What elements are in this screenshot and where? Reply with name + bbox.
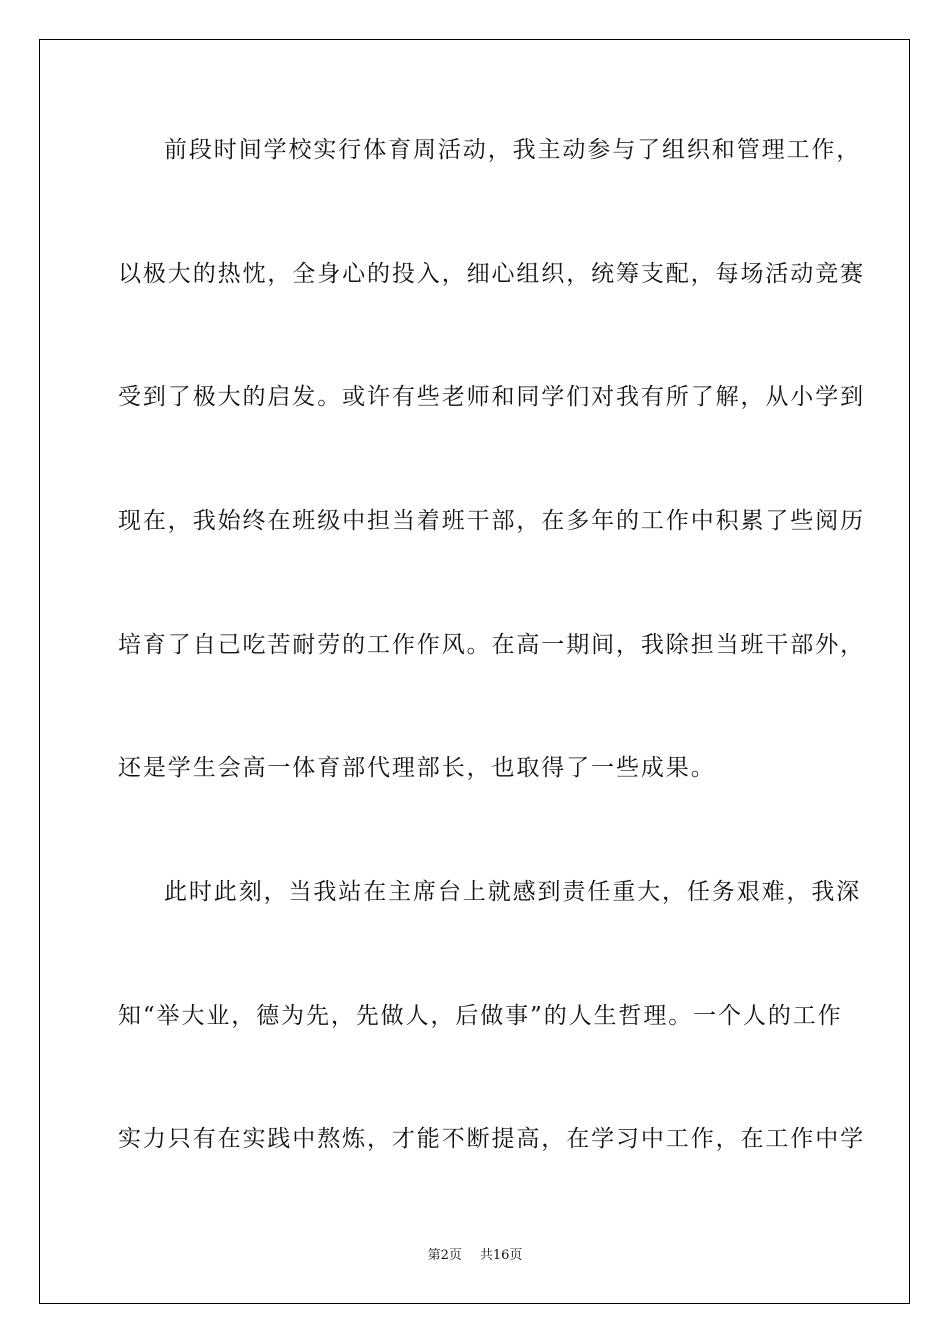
text-line-7: 此时此刻，当我站在主席台上就感到责任重大，任务艰难，我深	[164, 879, 862, 905]
text-line-3: 受到了极大的启发。或许有些老师和同学们对我有所了解，从小学到	[118, 384, 865, 410]
page-border	[39, 39, 910, 1304]
text-line-4: 现在，我始终在班级中担当着班干部，在多年的工作中积累了些阅历	[118, 508, 865, 534]
page-total: 共16页	[479, 1248, 523, 1263]
text-line-1: 前段时间学校实行体育周活动，我主动参与了组织和管理工作，	[164, 137, 862, 163]
text-line-8: 知“举大业，德为先，先做人，后做事”的人生哲理。一个人的工作	[118, 1003, 843, 1029]
text-line-5: 培育了自己吃苦耐劳的工作作风。在高一期间，我除担当班干部外，	[118, 632, 865, 658]
text-line-2: 以极大的热忱，全身心的投入，细心组织，统筹支配，每场活动竞赛	[118, 261, 865, 287]
page-footer	[0, 1247, 950, 1265]
text-line-9: 实力只有在实践中熬炼，才能不断提高，在学习中工作，在工作中学	[118, 1126, 865, 1152]
text-line-6: 还是学生会高一体育部代理部长，也取得了一些成果。	[118, 755, 716, 781]
page-number: 第2页	[427, 1248, 462, 1263]
